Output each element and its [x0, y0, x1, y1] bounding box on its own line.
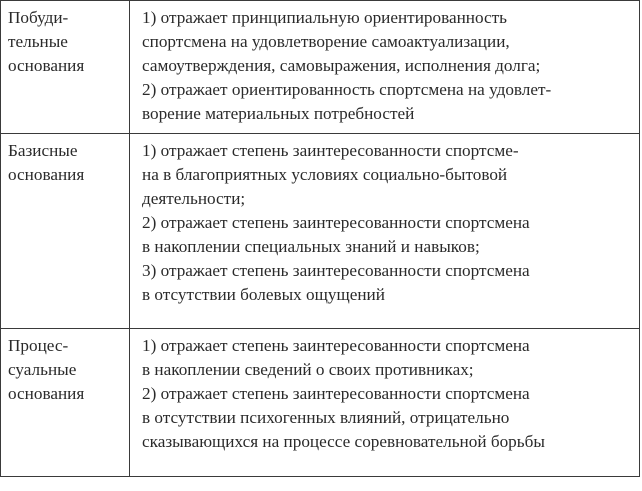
category-line: Процес-	[8, 336, 69, 355]
description-line: ворение материальных потребностей	[142, 104, 415, 123]
category-line: основания	[8, 165, 85, 184]
category-cell	[1, 329, 130, 477]
description-line: в отсутствии психогенных влияний, отрицательно	[142, 408, 510, 427]
category-cell	[1, 134, 130, 329]
category-line: основания	[8, 384, 85, 403]
category-line: тельные	[8, 32, 68, 51]
category-line: Базисные	[8, 141, 78, 160]
description-line: 2) отражает степень заинтересованности спортсмена	[142, 213, 530, 232]
category-line: основания	[8, 56, 85, 75]
table-row	[1, 1, 640, 134]
description-cell	[130, 134, 640, 329]
description-line: в отсутствии болевых ощущений	[142, 285, 385, 304]
description-line: самоутверждения, самовыражения, исполнения долга;	[142, 56, 541, 75]
description-cell	[130, 329, 640, 477]
category-line: Побуди-	[8, 8, 69, 27]
table-row	[1, 134, 640, 329]
description-line: 2) отражает ориентированность спортсмена на удовлет-	[142, 80, 552, 99]
description-line: 1) отражает степень заинтересованности спортсмена	[142, 336, 530, 355]
description-line: спортсмена на удовлетворение самоактуализации,	[142, 32, 510, 51]
description-line: в накоплении сведений о своих противниках;	[142, 360, 474, 379]
table-row	[1, 329, 640, 477]
category-cell	[1, 1, 130, 134]
description-line: 1) отражает степень заинтересованности спортсме-	[142, 141, 519, 160]
description-line: в накоплении специальных знаний и навыков;	[142, 237, 480, 256]
description-cell	[130, 1, 640, 134]
description-line: 3) отражает степень заинтересованности спортсмена	[142, 261, 530, 280]
description-line: 1) отражает принципиальную ориентированность	[142, 8, 507, 27]
category-line: суальные	[8, 360, 77, 379]
description-line: сказывающихся на процессе соревновательной борьбы	[142, 432, 545, 451]
description-line: деятельности;	[142, 189, 246, 208]
description-line: на в благоприятных условиях социально-бытовой	[142, 165, 508, 184]
description-line: 2) отражает степень заинтересованности спортсмена	[142, 384, 530, 403]
